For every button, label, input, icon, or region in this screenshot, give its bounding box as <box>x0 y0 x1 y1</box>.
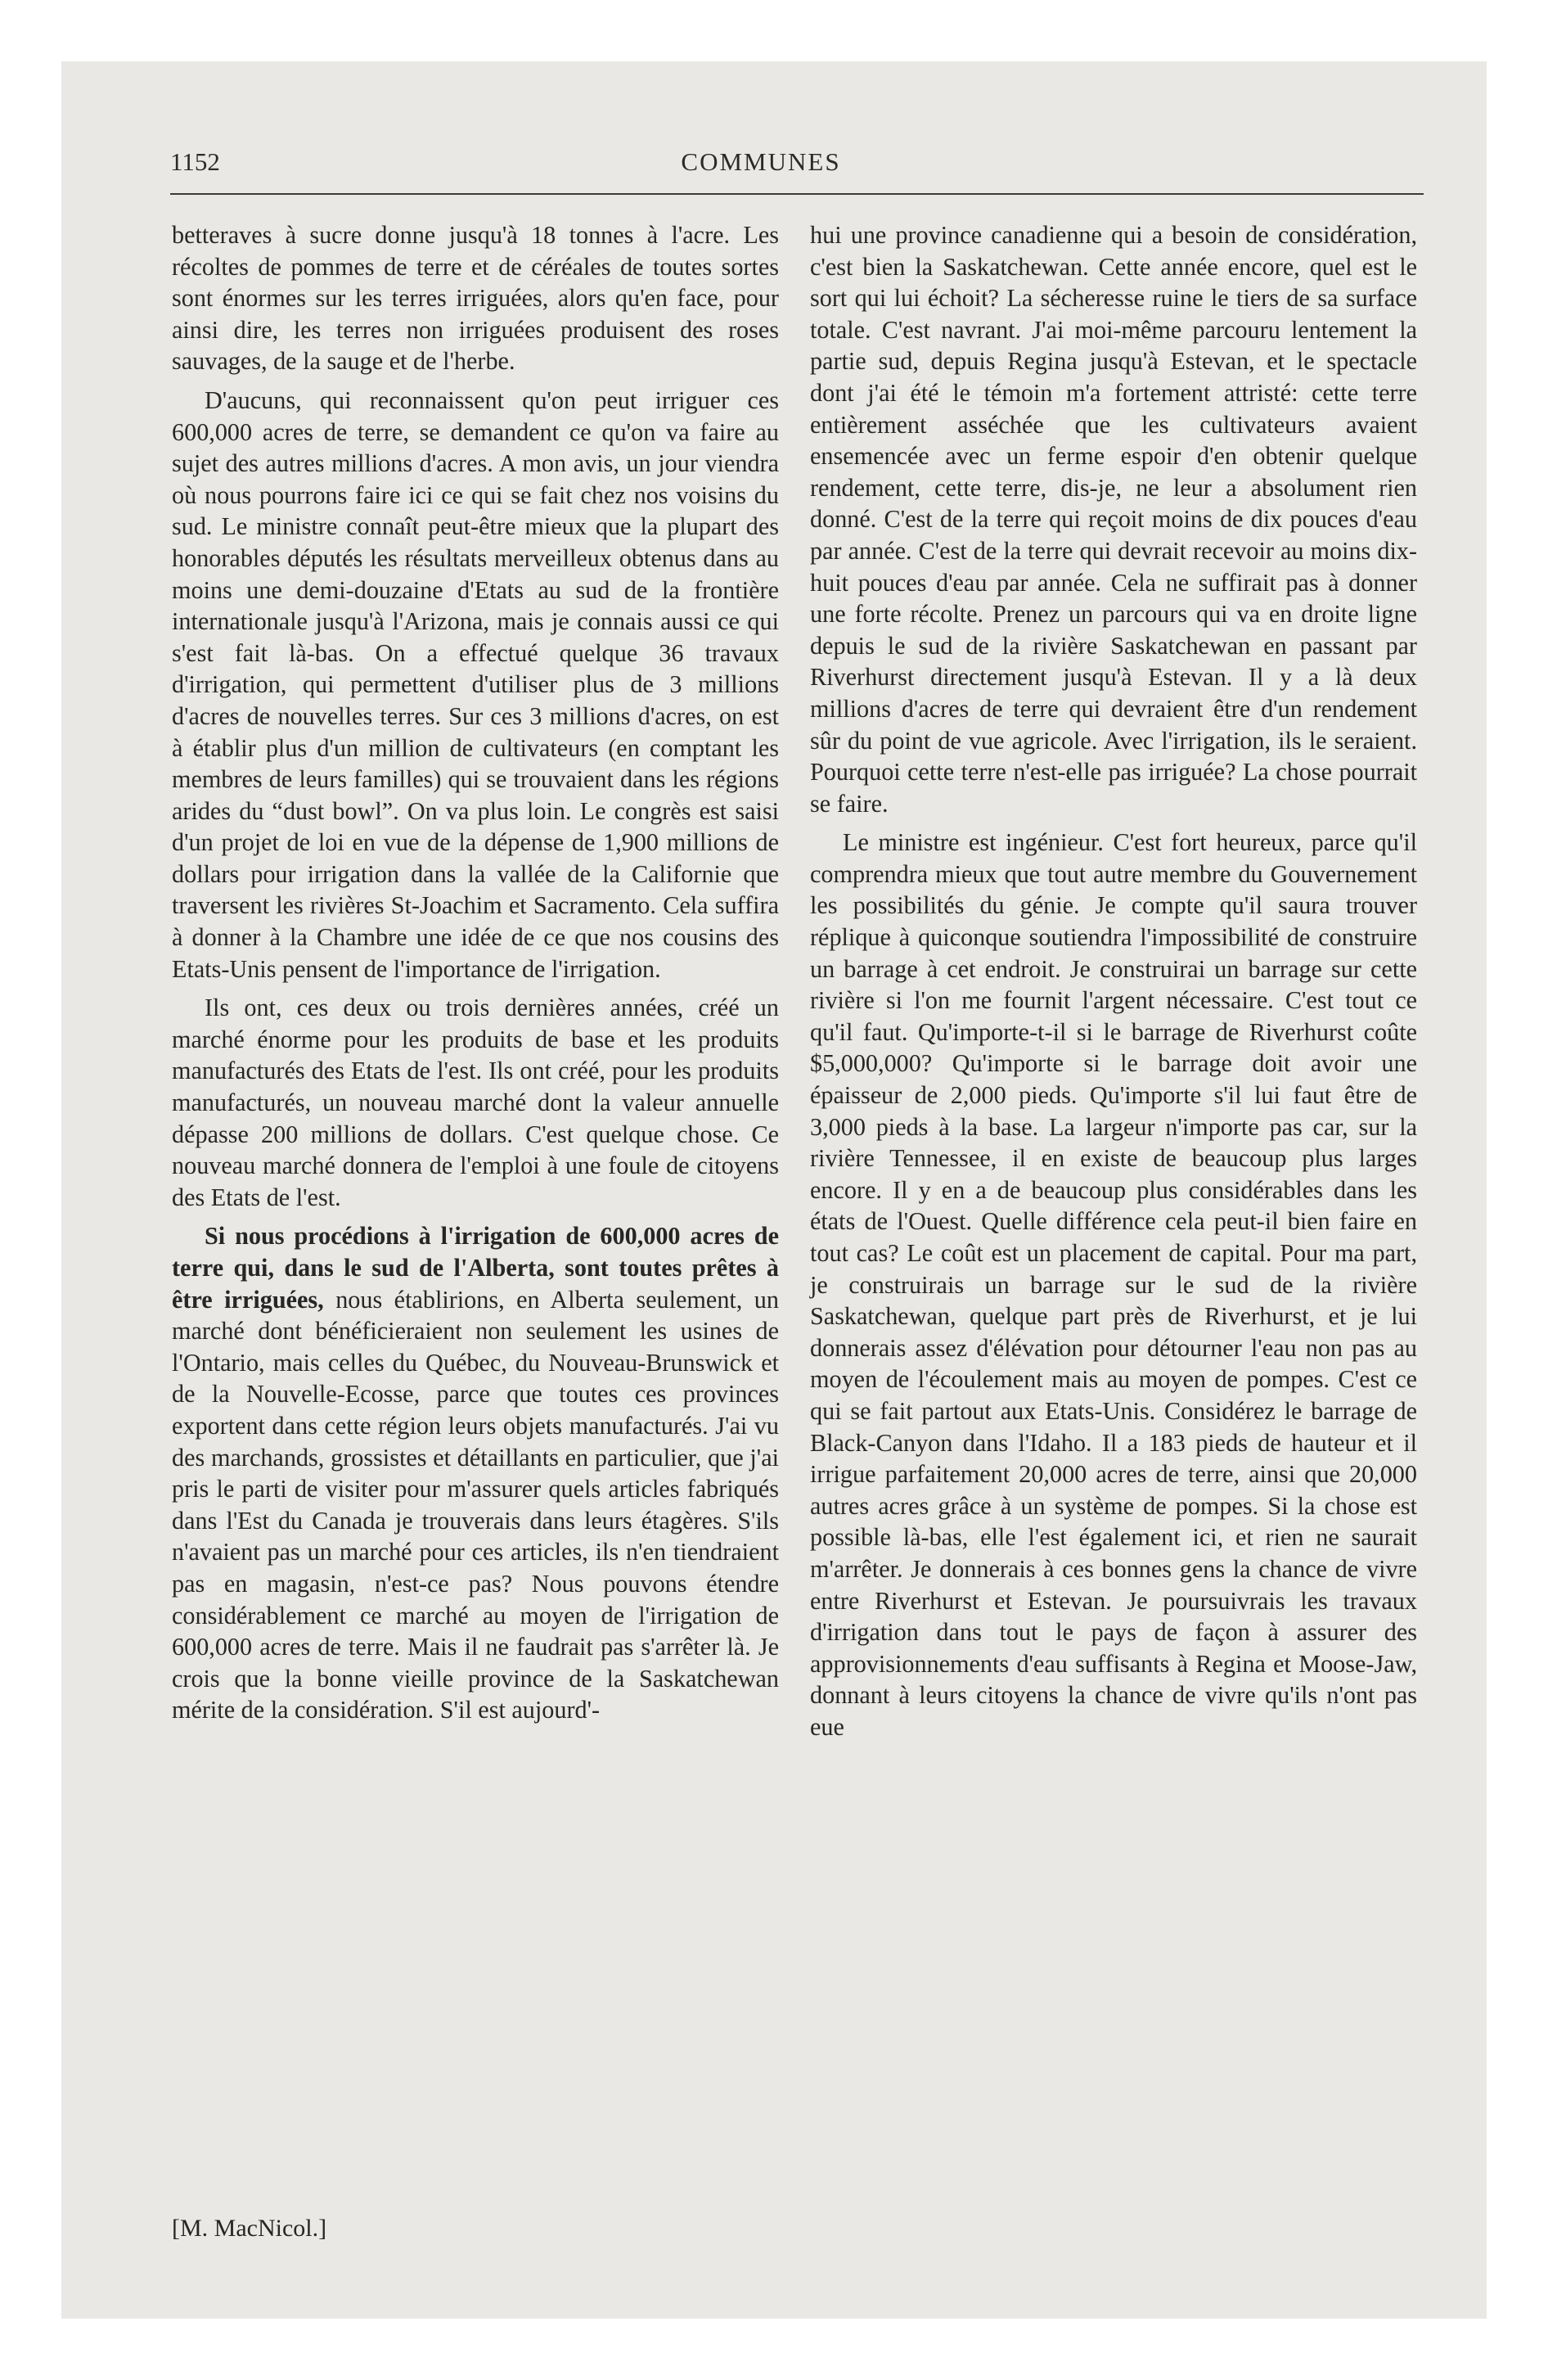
left-paragraph-4-rest: nous établirions, en Alberta seulement, un marché dont bénéficieraient non seulement les usines de l'Ontario, mais celles du Québec, du Nouveau-Brunswick et de la Nouvelle-Ecosse, parce que toutes ces provinces exportent dans cette région leurs objets manufacturés. J'ai vu des marchands, grossistes et détaillants en particulier, que j'ai pris le parti de visiter pour m'assurer quels articles fabriqués dans l'Est du Canada je trouverais dans leurs étagères. S'ils n'avaient pas un marché pour ces articles, ils n'en tiendraient pas en magasin, n'est-ce pas? Nous pouvons étendre considérablement ce marché au moyen de l'irrigation de 600,000 acres de terre. Mais il ne faudrait pas s'arrêter là. Je crois que la bonne vieille province de la Saskatchewan mérite de la considération. S'il est aujourd'- <box>172 1285 779 1724</box>
left-paragraph-4-bold: Si nous procédions à l'irrigation de 600,000 acres de terre qui, dans le sud de l'Alberta, sont toutes prêtes à être irriguées, <box>172 1222 779 1314</box>
left-paragraph-2: D'aucuns, qui reconnaissent qu'on peut irriguer ces 600,000 acres de terre, se demandent ce qu'on va faire au sujet des autres millions d'acres. A mon avis, un jour viendra où nous pourrons faire ici ce qui se fait chez nos voisins du sud. Le ministre connaît peut-être mieux que la plupart des honorables députés les résultats merveilleux obtenus dans au moins une demi-douzaine d'Etats au sud de la frontière internationale jusqu'à l'Arizona, mais je connais aussi ce qui s'est fait là-bas. On a effectué quelque 36 travaux d'irrigation, qui permettent d'utiliser plus de 3 millions d'acres de nouvelles terres. Sur ces 3 millions d'acres, on est à établir plus d'un million de cultivateurs (en comptant les membres de leurs familles) qui se trouvaient dans les régions arides du “dust bowl”. On va plus loin. Le congrès est saisi d'un projet de loi en vue de la dépense de 1,900 millions de dollars pour irrigation dans la vallée de la Californie que traversent les rivières St-Joachim et Sacramento. Cela suffira à donner à la Chambre une idée de ce que nos cousins des Etats-Unis pensent de l'importance de l'irrigation. <box>172 385 779 983</box>
left-column <box>172 219 779 1726</box>
right-paragraph-1: hui une province canadienne qui a besoin de considération, c'est bien la Saskatchewan. Cette année encore, quel est le sort qui lui échoit? La sécheresse ruine le tiers de sa surface totale. C'est navrant. J'ai moi-même parcouru lentement la partie sud, depuis Regina jusqu'à Estevan, et le spectacle dont j'ai été le témoin m'a fortement attristé: cette terre entièrement asséchée que les cultivateurs avaient ensemencée avec un ferme espoir d'en obtenir quelque rendement, cette terre, dis-je, ne leur a absolument rien donné. C'est de la terre qui reçoit moins de dix pouces d'eau par année. C'est de la terre qui devrait recevoir au moins dix-huit pouces d'eau par année. Cela ne suffirait pas à donner une forte récolte. Prenez un parcours qui va en droite ligne depuis le sud de la rivière Saskatchewan en passant par Riverhurst directement jusqu'à Estevan. Il y a là deux millions d'acres de terre qui devraient être d'un rendement sûr du point de vue agricole. Avec l'irrigation, ils le seraient. Pourquoi cette terre n'est-elle pas irriguée? La chose pourrait se faire. <box>810 221 1417 818</box>
left-paragraph-4 <box>172 1220 779 1726</box>
page-number: 1152 <box>170 147 220 176</box>
right-paragraph-2: Le ministre est ingénieur. C'est fort heureux, parce qu'il comprendra mieux que tout autre membre du Gouvernement les possibilités du génie. Je compte qu'il saura trouver réplique à quiconque soutiendra l'impossibilité de construire un barrage à cet endroit. Je construirai un barrage sur cette rivière si l'on me fournit l'argent nécessaire. C'est tout ce qu'il faut. Qu'importe-t-il si le barrage de Riverhurst coûte $5,000,000? Qu'importe si le barrage doit avoir une épaisseur de 2,000 pieds. Qu'importe s'il lui faut être de 3,000 pieds à la base. La largeur n'importe pas car, sur la rivière Tennessee, il en existe de beaucoup plus larges encore. Il y en a de beaucoup plus considérables dans les états de l'Ouest. Quelle différence cela peut-il bien faire en tout cas? Le coût est un placement de capital. Pour ma part, je construirais un barrage sur le sud de la rivière Saskatchewan, quelque part près de Riverhurst, et je lui donnerais assez d'élévation pour détourner l'eau non pas au moyen de l'écoulement mais au moyen de pompes. C'est ce qui se fait partout aux Etats-Unis. Considérez le barrage de Black-Canyon dans l'Idaho. Il a 183 pieds de hauteur et il irrigue parfaitement 20,000 acres de terre, ainsi que 20,000 autres acres grâce à un système de pompes. Si la chose est possible là-bas, elle l'est également ici, et rien ne saurait m'arrêter. Je donnerais à ces bonnes gens la chance de vivre entre Riverhurst et Estevan. Je poursuivrais les travaux d'irrigation dans tout le pays de façon à assurer des approvisionnements d'eau suffisants à Regina et Moose-Jaw, donnant à leurs citoyens la chance de vivre qu'ils n'ont pas eue <box>810 828 1417 1741</box>
right-column <box>810 219 1417 1743</box>
speaker-attribution: [M. MacNicol.] <box>172 2215 327 2242</box>
running-title: COMMUNES <box>681 147 841 176</box>
header-rule <box>170 193 1424 195</box>
left-paragraph-1: betteraves à sucre donne jusqu'à 18 tonnes à l'acre. Les récoltes de pommes de terre et de céréales de toutes sortes sont énormes sur les terres irriguées, alors qu'en face, pour ainsi dire, les terres non irriguées produisent des roses sauvages, de la sauge et de l'herbe. <box>172 221 779 376</box>
page-header <box>106 147 1415 180</box>
left-paragraph-3: Ils ont, ces deux ou trois dernières années, créé un marché énorme pour les produits de base et les produits manufacturés des Etats de l'est. Ils ont créé, pour les produits manufacturés, un nouveau marché dont la valeur annuelle dépasse 200 millions de dollars. C'est quelque chose. Ce nouveau marché donnera de l'emploi à une foule de citoyens des Etats de l'est. <box>172 994 779 1211</box>
